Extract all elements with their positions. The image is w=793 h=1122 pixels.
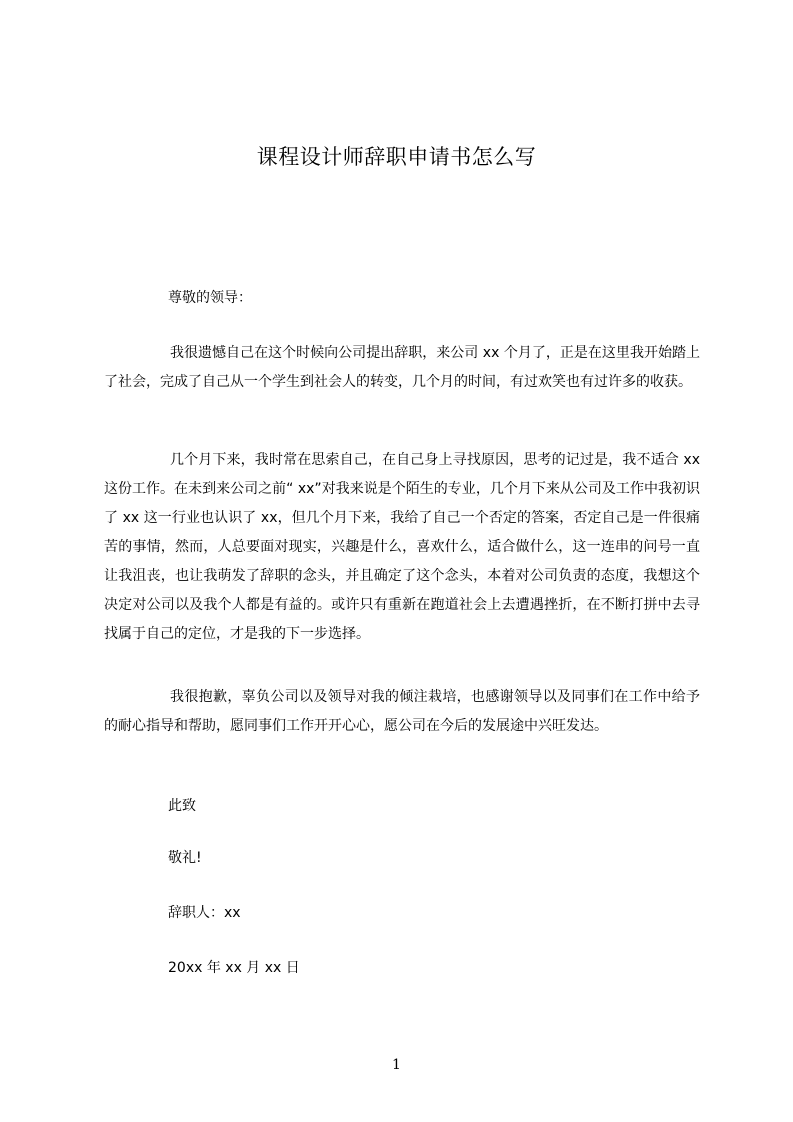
date-line: 20xx 年 xx 月 xx 日 bbox=[168, 960, 300, 976]
body-paragraph-2: 几个月下来，我时常在思索自己，在自己身上寻找原因，思考的记过是，我不适合 xx 这份工作。在未到来公司之前“ xx”对我来说是个陌生的专业，几个月下来从公司及工作中我初识了 xx 这一行业也认识了 xx，但几个月下来，我给了自己一个否定的答案，否定自己是一件很痛苦的事情，然而，人总要面对现实，兴趣是什么，喜欢什么，适合做什么，这一连串的问号一直让我沮丧，也让我萌发了辞职的念头，并且确定了这个念头，本着对公司负责的态度，我想这个决定对公司以及我个人都是有益的。或许只有重新在跑道社会上去遭遇挫折，在不断打拼中去寻找属于自己的定位，才是我的下一步选择。 bbox=[104, 452, 700, 642]
closing-line-2: 敬礼! bbox=[168, 850, 202, 866]
body-paragraph-1: 我很遗憾自己在这个时候向公司提出辞职，来公司 xx 个月了，正是在这里我开始踏上了社会，完成了自己从一个学生到社会人的转变，几个月的时间，有过欢笑也有过许多的收获。 bbox=[104, 345, 700, 390]
salutation: 尊敬的领导： bbox=[168, 290, 252, 306]
closing-line-1: 此致 bbox=[168, 798, 196, 814]
document-title: 课程设计师辞职申请书怎么写 bbox=[256, 145, 537, 169]
signature-line: 辞职人：xx bbox=[168, 905, 241, 921]
page-number: 1 bbox=[392, 1057, 401, 1073]
body-paragraph-3: 我很抱歉，辜负公司以及领导对我的倾注栽培，也感谢领导以及同事们在工作中给予的耐心指导和帮助，愿同事们工作开开心心，愿公司在今后的发展途中兴旺发达。 bbox=[104, 689, 700, 734]
